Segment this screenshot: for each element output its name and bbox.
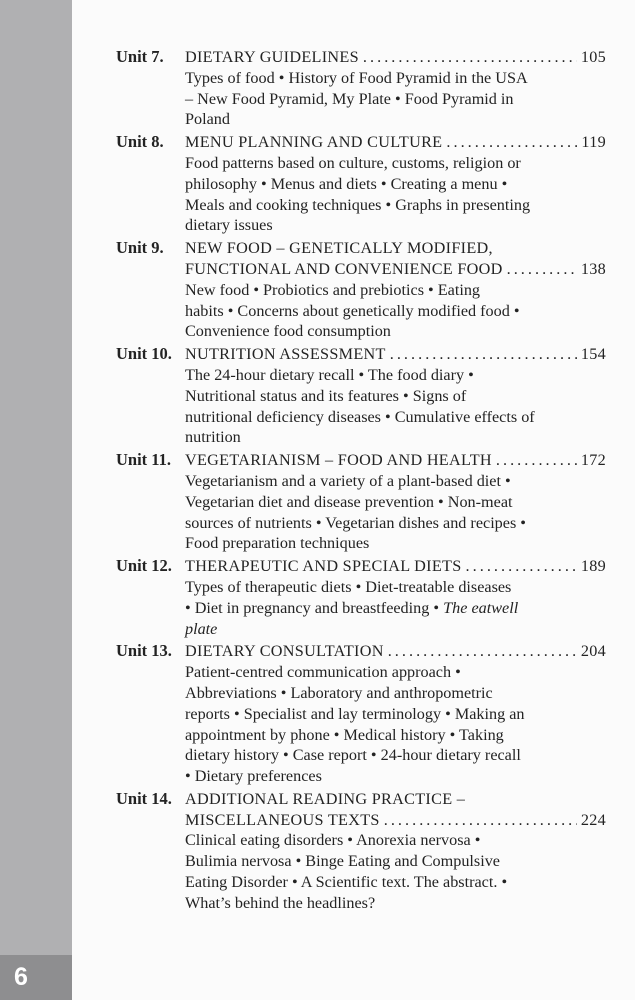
topic-line [185, 830, 606, 851]
topic-line [185, 745, 606, 766]
unit-title: VEGETARIANISM – FOOD AND HEALTH [185, 451, 492, 470]
toc-entry [116, 450, 606, 554]
italic-topic: plate [185, 619, 218, 638]
unit-title: MENU PLANNING AND CULTURE [185, 133, 443, 152]
topic-line [185, 598, 606, 619]
topic-line [185, 662, 606, 683]
topic-text: Eating Disorder • A Scientific text. The abstract. • [185, 873, 508, 892]
italic-topic: The eatwell [443, 598, 519, 617]
unit-title: ADDITIONAL READING PRACTICE – [185, 789, 466, 808]
topic-text: • Diet in pregnancy and breastfeeding • [185, 598, 444, 617]
topic-text: Bulimia nervosa • Binge Eating and Compulsive [185, 852, 500, 871]
page-reference: 138 [580, 259, 606, 278]
topic-text: Vegetarianism and a variety of a plant-based diet • [185, 471, 511, 490]
page-reference: 154 [580, 345, 606, 364]
unit-title-line [185, 344, 606, 365]
topic-text: Meals and cooking techniques • Graphs in presenting [185, 195, 531, 214]
topic-line [185, 301, 606, 322]
unit-title-line [185, 132, 606, 153]
unit-title-line [185, 556, 606, 577]
toc-entry [116, 238, 606, 342]
topic-text: Vegetarian diet and disease prevention • Non-meat [185, 492, 513, 511]
dot-leader [507, 259, 577, 280]
topic-text: reports • Specialist and lay terminology • Making an [185, 704, 525, 723]
topic-line [185, 427, 606, 448]
topic-text: appointment by phone • Medical history • Taking [185, 725, 504, 744]
unit-label: Unit 11. [116, 450, 172, 470]
topic-text: Nutritional status and its features • Signs of [185, 386, 467, 405]
topic-text: New food • Probiotics and prebiotics • Eating [185, 280, 481, 299]
toc-entry [116, 556, 606, 639]
topic-line [185, 619, 606, 640]
topic-line [185, 577, 606, 598]
dot-leader [496, 450, 577, 471]
page-reference: 119 [581, 133, 606, 152]
topic-text: Patient-centred communication approach • [185, 663, 461, 682]
topic-line [185, 153, 606, 174]
topic-line [185, 492, 606, 513]
topic-line [185, 407, 606, 428]
topic-text: philosophy • Menus and diets • Creating a menu • [185, 174, 508, 193]
topic-line [185, 89, 606, 110]
topic-line [185, 725, 606, 746]
topic-text: Food preparation techniques [185, 534, 370, 553]
topic-text: nutrition [185, 428, 241, 447]
page-number: 6 [14, 963, 28, 991]
topic-line [185, 195, 606, 216]
page-reference: 105 [580, 48, 606, 66]
table-of-contents [116, 47, 606, 916]
topic-text: • Dietary preferences [185, 767, 322, 786]
unit-title: DIETARY GUIDELINES [185, 48, 359, 66]
topic-line [185, 704, 606, 725]
toc-entry [116, 789, 606, 914]
topic-line [185, 851, 606, 872]
toc-entry [116, 344, 606, 448]
topic-line [185, 68, 606, 89]
topic-text: Poland [185, 110, 230, 129]
toc-entry [116, 641, 606, 787]
unit-title: NUTRITION ASSESSMENT [185, 345, 386, 364]
unit-label: Unit 12. [116, 556, 172, 576]
topic-text: Clinical eating disorders • Anorexia nervosa • [185, 831, 481, 850]
unit-title: NEW FOOD – GENETICALLY MODIFIED, [185, 239, 493, 258]
dot-leader [363, 47, 577, 68]
unit-title-line [185, 259, 606, 280]
topic-text: Food patterns based on culture, customs, religion or [185, 153, 521, 172]
unit-label: Unit 10. [116, 344, 172, 364]
unit-title-line [185, 641, 606, 662]
dot-leader [390, 344, 577, 365]
page-reference: 204 [580, 642, 606, 661]
dot-leader [384, 810, 577, 831]
unit-title-line [185, 47, 606, 68]
topic-text: dietary history • Case report • 24-hour dietary recall [185, 746, 521, 765]
topic-text: Abbreviations • Laboratory and anthropometric [185, 683, 493, 702]
dot-leader [446, 132, 577, 153]
unit-label: Unit 14. [116, 788, 172, 808]
topic-line [185, 766, 606, 787]
unit-title: FUNCTIONAL AND CONVENIENCE FOOD [185, 259, 503, 278]
topic-line [185, 872, 606, 893]
topic-text: habits • Concerns about genetically modified food • [185, 301, 520, 320]
topic-line [185, 215, 606, 236]
unit-label: Unit 8. [116, 132, 164, 152]
topic-text: nutritional deficiency diseases • Cumulative effects of [185, 407, 535, 426]
topic-line [185, 533, 606, 554]
page-number-box [0, 955, 72, 1000]
dot-leader [466, 556, 577, 577]
topic-line [185, 513, 606, 534]
topic-line [185, 174, 606, 195]
topic-text: The 24-hour dietary recall • The food diary • [185, 365, 474, 384]
unit-title-line [185, 789, 606, 810]
topic-line [185, 893, 606, 914]
topic-text: dietary issues [185, 216, 273, 235]
page-margin-band [0, 0, 72, 1000]
unit-title: THERAPEUTIC AND SPECIAL DIETS [185, 557, 462, 576]
unit-title: DIETARY CONSULTATION [185, 642, 384, 661]
topic-line [185, 321, 606, 342]
topic-line [185, 683, 606, 704]
topic-line [185, 386, 606, 407]
page-reference: 189 [580, 557, 606, 576]
topic-text: Types of food • History of Food Pyramid in the USA [185, 68, 528, 87]
topic-line [185, 280, 606, 301]
unit-label: Unit 9. [116, 238, 164, 258]
unit-label: Unit 13. [116, 641, 172, 661]
topic-text: sources of nutrients • Vegetarian dishes and recipes • [185, 513, 526, 532]
dot-leader [388, 641, 577, 662]
toc-entry [116, 47, 606, 130]
topic-line [185, 365, 606, 386]
page-reference: 224 [580, 810, 606, 829]
unit-title-line [185, 238, 606, 259]
topic-text: What’s behind the headlines? [185, 893, 376, 912]
topic-line [185, 109, 606, 130]
unit-title-line [185, 450, 606, 471]
topic-text: Types of therapeutic diets • Diet-treatable diseases [185, 577, 512, 596]
topic-line [185, 471, 606, 492]
topic-text: Convenience food consumption [185, 322, 391, 341]
toc-entry [116, 132, 606, 236]
unit-title: MISCELLANEOUS TEXTS [185, 810, 380, 829]
unit-label: Unit 7. [116, 47, 164, 66]
page-reference: 172 [580, 451, 606, 470]
topic-text: – New Food Pyramid, My Plate • Food Pyramid in [185, 89, 514, 108]
unit-title-line [185, 810, 606, 831]
